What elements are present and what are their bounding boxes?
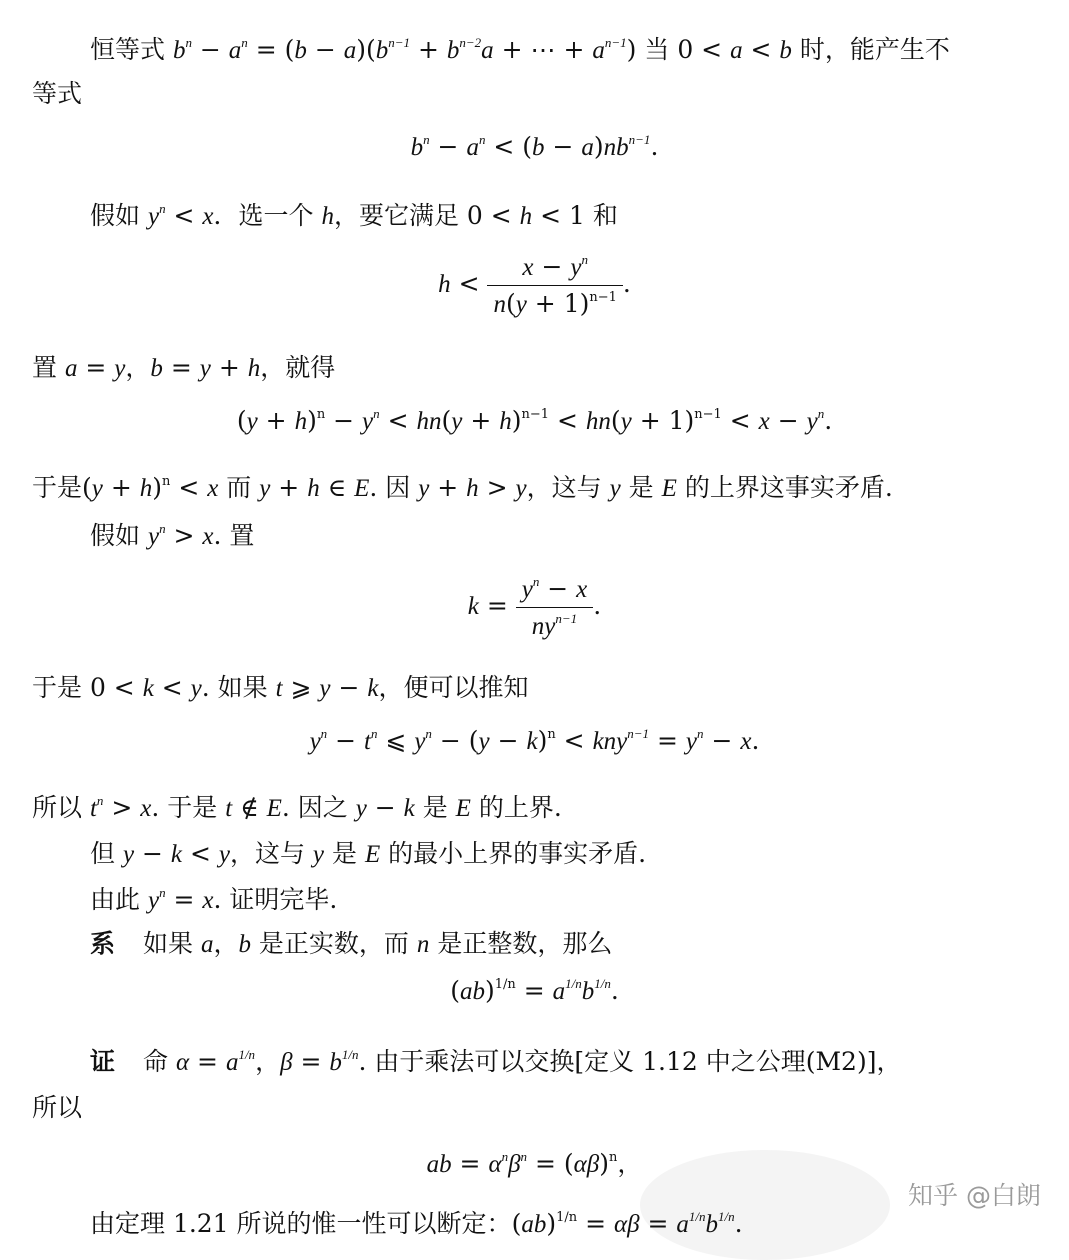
text-fragment: 所以 — [32, 1093, 83, 1122]
zhihu-watermark: 知乎 @白朗 — [908, 1181, 1041, 1210]
equation-inequality: $b^n - a^n < (b - a)nb^{n-1}$. — [410, 132, 659, 161]
equation-h-bound: h < $\frac{x - y^n}{n(y + 1)^{n-1}}$ . — [438, 252, 631, 318]
equation-t-bound: $y^n - t^n$ ⩽ $y^n - (y - k)^n < kny^{n-1} = y^n - x$. — [309, 726, 760, 755]
text-fragment: 命 — [143, 1047, 176, 1076]
text-fragment: 由定理 1.21 所说的惟一性可以断定： — [90, 1209, 512, 1238]
text-fragment: 于是 — [32, 673, 90, 702]
text-line: 于是 0 < k < y. 如果 t ⩾ y − k，便可以推知 — [32, 673, 529, 702]
text-fragment: 于是 — [32, 473, 83, 502]
text-fragment: . 因 — [369, 473, 419, 502]
text-fragment: 假如 — [90, 201, 148, 230]
text-line: 于是$(y + h)^n < x$ 而 y + h ∈ E. 因 y + h > y，这与 y 是 E 的上界这事实矛盾. — [32, 473, 893, 502]
text-fragment: 和 — [584, 201, 618, 230]
text-line-conclusion: 由定理 1.21 所说的惟一性可以断定：$(ab)^{1/n} = \alpha\beta = a^{1/n}b^{1/n}$. — [90, 1209, 743, 1238]
text-fragment: 时，能产生不 — [791, 35, 950, 64]
text-fragment: 而 — [218, 473, 260, 502]
text-fragment: . 置 — [213, 521, 255, 550]
text-fragment: 的上界. — [470, 793, 562, 822]
text-fragment: 的上界这事实矛盾. — [676, 473, 893, 502]
corollary-label: 系 — [90, 929, 116, 958]
text-fragment: ，要它满足 — [333, 201, 467, 230]
text-line: 由此 $y^n = x$. 证明完毕. — [90, 885, 338, 914]
text-line: 所以 $t^n > x$. 于是 t ∉ E. 因之 y − k 是 E 的上界. — [32, 793, 562, 822]
text-line-corollary: 系 如果 a，b 是正实数，而 n 是正整数，那么 — [90, 929, 613, 958]
text-fragment: 是正实数，而 — [250, 929, 417, 958]
equation-corollary: $(ab)^{1/n} = a^{1/n}b^{1/n}$. — [450, 976, 619, 1005]
text-fragment: . 由于乘法可以交换[定义 1.12 中之公理(M2)]， — [358, 1047, 902, 1076]
text-fragment: 等式 — [32, 79, 83, 108]
text-fragment: 的最小上界的事实矛盾. — [380, 839, 647, 868]
text-fragment: . 如果 — [201, 673, 276, 702]
text-fragment: ，就得 — [260, 353, 336, 382]
text-fragment: 假如 — [90, 521, 148, 550]
text-fragment: 是 — [324, 839, 365, 868]
text-fragment: ，这与 — [229, 839, 313, 868]
text-line: 但 y − k < y，这与 y 是 E 的最小上界的事实矛盾. — [90, 839, 647, 868]
equation-k-def: k = $\frac{y^n - x}{ny^{n-1}}$ . — [467, 574, 602, 640]
text-line: 假如 $y^n < x$．选一个 h，要它满足 0 < h < 1 和 — [90, 201, 618, 230]
text-fragment: 是正整数，那么 — [429, 929, 613, 958]
text-fragment: 是 — [414, 793, 456, 822]
text-fragment: 所以 — [32, 793, 90, 822]
text-fragment: 由此 — [90, 885, 148, 914]
text-line — [32, 1088, 82, 1124]
text-fragment: 恒等式 — [90, 35, 173, 64]
proof-label: 证 — [90, 1047, 116, 1076]
text-fragment: 是 — [620, 473, 662, 502]
equation-chain: $(y + h)^n - y^n < hn(y + h)^{n-1} < hn(y + 1)^{n-1} < x - y^n$. — [236, 406, 833, 435]
text-fragment: ，这与 — [526, 473, 610, 502]
text-fragment: ．选一个 — [213, 201, 322, 230]
text-fragment: . 因之 — [281, 793, 356, 822]
text-line-identity: 恒等式 $b^n - a^n = (b - a)(b^{n-1} + b^{n-2}a$ + ⋯ + $a^{n-1}$) 当 0 < a < b 时，能产生不 — [90, 35, 950, 64]
text-line-proof: 证 命 $\alpha = a^{1/n}$，$\beta = b^{1/n}$. 由于乘法可以交换[定义 1.12 中之公理(M2)]， — [90, 1047, 902, 1076]
text-line — [32, 74, 82, 110]
text-fragment: . 于是 — [151, 793, 226, 822]
text-fragment: 置 — [32, 353, 65, 382]
text-fragment: 当 — [636, 35, 678, 64]
text-line: 假如 $y^n > x$. 置 — [90, 521, 255, 550]
text-fragment: ，便可以推知 — [378, 673, 529, 702]
text-fragment: . 证明完毕. — [213, 885, 338, 914]
text-line: 置 a = y，b = y + h，就得 — [32, 353, 336, 382]
equation-ab: ab = $\alpha^n\beta^n = (\alpha\beta)^n$， — [426, 1149, 643, 1178]
text-fragment: 但 — [90, 839, 123, 868]
text-fragment: 如果 — [143, 929, 201, 958]
